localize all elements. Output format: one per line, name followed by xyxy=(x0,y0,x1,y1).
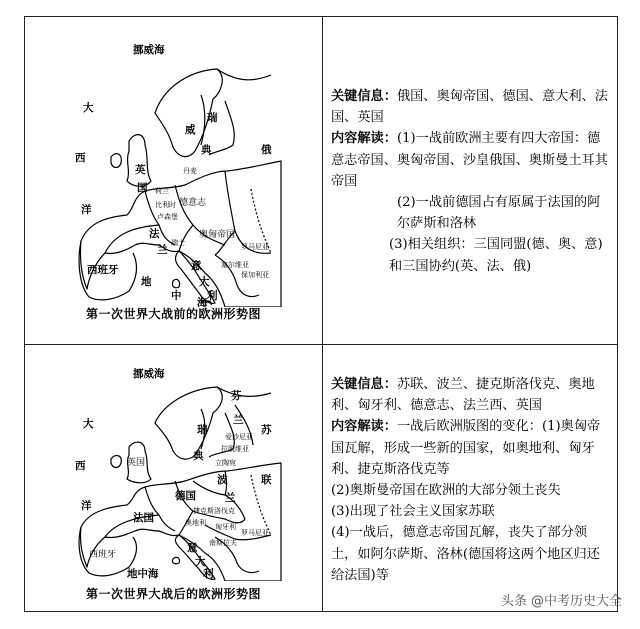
interp-after-war xyxy=(331,416,613,480)
map2-label-ocean-a: 大 xyxy=(83,418,94,430)
europe-map-before-war xyxy=(75,41,285,307)
map-cell-after-war xyxy=(25,345,322,611)
map-label-italy-b: 大 xyxy=(199,276,210,288)
map-label-russia: 俄 xyxy=(261,144,272,156)
map-label-france-b: 兰 xyxy=(157,244,168,256)
map2-label-poland-a: 波 xyxy=(217,474,228,486)
map2-label-austria: 奥地利 xyxy=(185,519,206,527)
map2-label-sea-med: 地中海 xyxy=(127,568,159,580)
interp-line-3: (3)相关组织：三国同盟(德、奥、意)和三国协约(英、法、俄) xyxy=(389,237,603,274)
map2-label-germany: 德国 xyxy=(175,490,196,502)
map-label-sea-med-a: 地 xyxy=(141,276,152,288)
interp-label: 内容解读： xyxy=(331,131,397,147)
caption-before-war: 第一次世界大战前的欧洲形势图 xyxy=(85,307,261,321)
interp-line-1: (1)一战前欧洲主要有四大帝国：德意志帝国、奥匈帝国、沙皇俄国、奥斯曼土耳其帝国 xyxy=(331,131,608,189)
map2-label-poland-b: 兰 xyxy=(225,492,236,504)
map-label-luxembourg: 卢森堡 xyxy=(157,213,178,221)
key-info-label-2: 关键信息： xyxy=(331,377,397,392)
map-label-sweden-b: 典 xyxy=(201,144,212,156)
map-label-romania: 罗马尼亚 xyxy=(241,243,269,251)
map-after-war-drawing xyxy=(75,365,285,581)
map2-label-estonia: 爱沙尼亚 xyxy=(225,433,253,441)
map-label-ocean-b: 西 xyxy=(75,152,86,164)
map2-label-france: 法国 xyxy=(133,512,154,524)
map2-label-ocean-b: 西 xyxy=(75,460,86,472)
map2-label-italy-a: 意 xyxy=(187,542,198,554)
map2-label-sweden-b: 典 xyxy=(193,450,204,462)
map-cell-before-war xyxy=(25,17,322,344)
map2-label-czech: 捷克斯洛伐克 xyxy=(193,507,235,515)
interp-line-2: (2)一战前德国占有原属于法国的阿尔萨斯和洛林 xyxy=(397,195,601,232)
map-label-ocean-c: 洋 xyxy=(81,204,92,216)
map-label-belgium: 比利时 xyxy=(155,201,176,209)
map2-label-lithuania: 立陶宛 xyxy=(215,459,236,467)
column-divider xyxy=(322,17,323,611)
map-label-bulgaria: 保加利亚 xyxy=(241,271,269,279)
text-cell-after-war xyxy=(331,374,613,586)
key-info-after-war xyxy=(331,374,613,416)
map2-label-latvia: 拉脱维亚 xyxy=(221,445,249,453)
map-label-switzerland: 瑞士 xyxy=(171,239,185,247)
map2-label-hungary: 匈牙利 xyxy=(215,523,236,531)
map-label-sea-north: 挪威海 xyxy=(133,44,165,56)
map-label-italy-c: 利 xyxy=(207,290,218,302)
map-label-sea-med-c: 海 xyxy=(197,297,208,307)
map-label-netherlands: 荷兰 xyxy=(155,187,169,195)
map2-label-romania: 罗马尼亚 xyxy=(241,529,269,537)
map2-label-yugoslavia: 南斯拉夫 xyxy=(209,539,237,547)
map-label-spain: 西班牙 xyxy=(87,264,119,276)
interp2-line-4: (4)一战后，德意志帝国瓦解，丧失了部分领土，如阿尔萨斯、洛林(德国将这两个地区归还给法国)等 xyxy=(331,525,600,583)
content-table xyxy=(24,16,618,612)
map-label-austria: 奥匈帝国 xyxy=(199,230,236,240)
key-info-before-war xyxy=(331,86,613,128)
map-label-ocean-a: 大 xyxy=(83,102,94,114)
map-label-serbia: 塞尔维亚 xyxy=(221,261,249,269)
map-label-uk-a: 英 xyxy=(135,164,146,176)
watermark: 头条 @中考历史大全 xyxy=(500,594,622,609)
map2-label-ocean-c: 洋 xyxy=(81,500,92,512)
map-label-sweden-a: 瑞 xyxy=(207,112,218,124)
interp2-line-2: (2)奥斯曼帝国在欧洲的大部分领土丧失 xyxy=(331,483,561,499)
map-label-germany: 德意志 xyxy=(179,198,207,208)
caption-after-war: 第一次世界大战后的欧洲形势图 xyxy=(85,587,261,601)
interp-label-2: 内容解读： xyxy=(331,419,397,435)
map-label-norway: 威 xyxy=(185,124,196,136)
interp2-line-1: 一战后欧洲版图的变化：(1)奥匈帝国瓦解，形成一些新的国家，如奥地利、匈牙利、捷克斯洛伐克等 xyxy=(331,419,601,477)
key-info-text-2: 苏联、波兰、捷克斯洛伐克、奥地利、匈牙利、德意志、法兰西、英国 xyxy=(331,377,595,414)
map2-label-soviet-a: 苏 xyxy=(261,424,272,436)
key-info-label: 关键信息： xyxy=(331,89,397,104)
map-label-uk-b: 国 xyxy=(137,182,148,194)
map-label-denmark: 丹麦 xyxy=(183,167,197,175)
interp-before-war xyxy=(331,128,613,192)
map-before-war-drawing xyxy=(75,41,285,307)
europe-map-after-war xyxy=(75,365,285,581)
text-cell-before-war xyxy=(331,86,613,277)
map2-label-italy-b: 大 xyxy=(195,556,206,568)
map2-label-finland-b: 兰 xyxy=(233,414,244,426)
map2-label-soviet-b: 联 xyxy=(261,474,272,486)
map2-label-sweden-a: 瑞 xyxy=(197,424,208,436)
map2-label-finland-a: 芬 xyxy=(231,390,242,402)
map-label-sea-med-b: 中 xyxy=(171,290,182,302)
map2-label-spain: 西班牙 xyxy=(89,550,117,560)
map2-label-italy-c: 利 xyxy=(203,568,214,580)
map-label-italy-a: 意 xyxy=(191,260,202,272)
interp2-line-3: (3)出现了社会主义国家苏联 xyxy=(331,504,495,520)
key-info-text: 俄国、奥匈帝国、德国、意大利、法国、英国 xyxy=(331,89,608,126)
map2-label-uk: 英国 xyxy=(127,458,146,468)
map-label-france-a: 法 xyxy=(149,228,160,240)
map2-label-sea-north: 挪威海 xyxy=(133,368,165,380)
